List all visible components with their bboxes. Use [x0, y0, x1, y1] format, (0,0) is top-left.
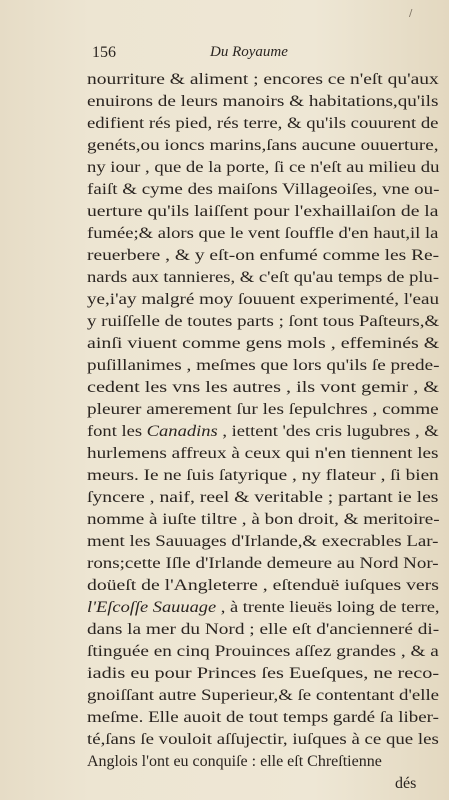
text-line: enuirons de leurs manoirs & habitations,qu'ils — [87, 93, 439, 110]
text-line: nomme à iuſte tiltre , à bon droit, & meritoire- — [87, 511, 440, 528]
text-line: reuerbere , & y eſt-on enfumé comme les Re- — [87, 247, 440, 264]
text-line: Anglois l'ont eu conquiſe : elle eſt Chreſtienne — [87, 753, 382, 770]
text-line: faiſt & cyme des maiſons Villageoiſes, vne ou- — [87, 181, 440, 198]
page-number: 156 — [92, 44, 116, 61]
text-line: ſtinguée en cinq Prouinces aſſez grandes , & a — [87, 643, 439, 660]
text-line: fumée;& alors que le vent ſouffle d'en haut,il la — [87, 225, 439, 242]
running-title: Du Royaume — [210, 44, 288, 60]
text-line: ny iour , que de la porte, ſi ce n'eſt au milieu du — [87, 159, 440, 176]
text-line: ſyncere , naif, reel & veritable ; partant ie les — [87, 489, 439, 506]
text-line: dans la mer du Nord ; elle eſt d'ancienneré di- — [87, 621, 440, 638]
text-line: ye,i'ay malgré moy ſouuent experimenté, l'eau — [87, 291, 439, 308]
page-header — [0, 44, 449, 68]
text-line: ainſi viuent comme gens mols , effeminés & — [87, 335, 440, 352]
text-line: l'Eſcoſſe Sauuage , à trente lieuës loing de terre, — [87, 599, 440, 616]
text-line: meurs. Ie ne ſuis ſatyrique , ny flateur , ſi bien — [87, 467, 439, 484]
text-line: edifient rés pied, rés terre, & qu'ils couurent de — [87, 115, 439, 132]
text-line: nourriture & aliment ; encores ce n'eſt qu'aux — [87, 71, 439, 88]
italic-phrase: l'Eſcoſſe Sauuage — [87, 599, 217, 616]
catchword: dés — [395, 775, 417, 792]
text-line: y ruiſſelle de toutes parts ; ſont tous Paſteurs,& — [87, 313, 440, 330]
text-line: té,ſans ſe vouloit aſſujectir, iuſques à ce que les — [87, 731, 439, 748]
text-line: gnoiſſant autre Superieur,& ſe contentant d'elle — [87, 687, 440, 704]
text-line: pleurer amerement ſur les ſepulchres , comme — [87, 401, 439, 418]
text-line: genéts,ou ioncs marins,ſans aucune ouuerture, — [87, 137, 439, 154]
text-line: doüeſt de l'Angleterre , eſtenduë iuſques vers — [87, 577, 439, 594]
text-line: ment les Sauuages d'Irlande,& execrables Lar- — [87, 533, 439, 550]
italic-phrase: Canadins — [146, 423, 218, 440]
text-line: puſillanimes , meſmes que lors qu'ils ſe prede- — [87, 357, 440, 374]
text-line: meſme. Elle auoit de tout temps gardé ſa liber- — [87, 709, 439, 726]
text-line: cedent les vns les autres , ils vont gemir , & — [87, 379, 440, 396]
text-line: uerture qu'ils laiſſent pour l'exhaillaiſon de la — [87, 203, 439, 220]
text-line: font les Canadins , iettent 'des cris lugubres , & — [87, 423, 439, 440]
text-line: hurlemens affreux à ceux qui n'en tiennent les — [87, 445, 439, 462]
text-line: iadis eu pour Princes ſes Eueſques, ne reco- — [87, 665, 440, 682]
corner-mark: / — [409, 8, 413, 19]
text-line: nards aux tannieres, & c'eſt qu'au temps de plu- — [87, 269, 440, 286]
text-line: rons;cette Iſle d'Irlande demeure au Nord Nor- — [87, 555, 439, 572]
